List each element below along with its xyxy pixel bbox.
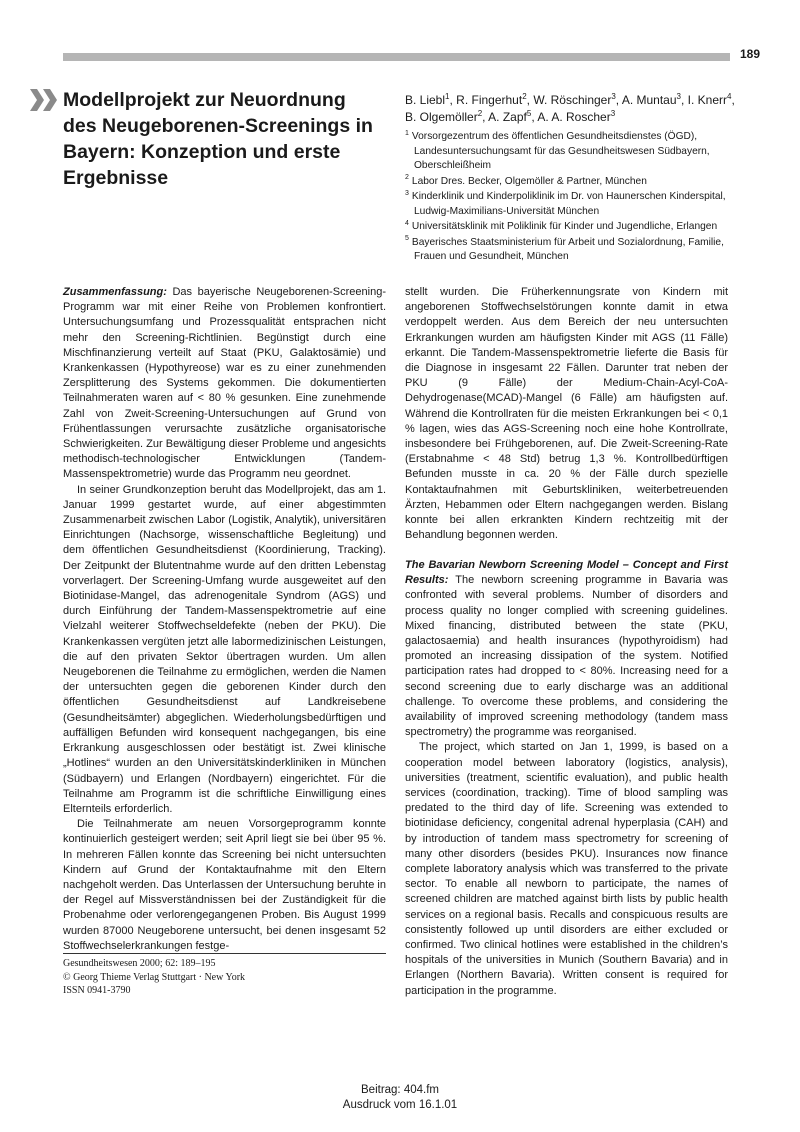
author-name: I. Knerr [687, 93, 727, 107]
author-name: A. Muntau [621, 93, 677, 107]
abstract-en-heading: The Bavarian Newborn Screening Model – Concept and First Results: [405, 559, 728, 587]
author-affiliation-marker: 3 [610, 109, 616, 118]
author-affiliation-marker: 4 [727, 92, 732, 101]
affiliation-number: 3 [405, 189, 409, 197]
author-name: W. Röschinger [533, 93, 612, 107]
print-file: Beitrag: 404.fm [361, 1084, 439, 1096]
double-chevron-icon [30, 88, 60, 116]
author-name: A. Zapf [488, 110, 527, 124]
author-name: R. Fingerhut [456, 93, 523, 107]
abstract-en-para1: The newborn screening programme in Bavaria was confronted with several problems. Number of disorders and process quality no longer complied with screening guidelines. Mixed financing, distributed between the state (PKU, galactosaemia) and health insurances (hypothyroidism) had promoted an increasing dissipation of the system. Notified participation rates had dropped to < 80%. Increasing need for a second screening due to early discharge was an additional challenge. To overcome these problems, and considering the availability of improved screening methodology (tandem mass spectrometry) the programme was reorganised. [405, 574, 728, 739]
print-info [0, 1083, 800, 1113]
author-affiliation-marker: 1 [445, 92, 450, 101]
abstract-de-heading: Zusammenfassung: [63, 286, 167, 298]
abstract-de-para2: In seiner Grundkonzeption beruht das Modellprojekt, das am 1. Januar 1999 gestartet wurde, auf einer abgestimmten Zusammenarbeit zwischen Labor (Logistik, Analytik), universitären Einrichtungen (Nachsorge, wissenschaftliche Begleitung) und dem öffentlichen Gesundheitsdienst (Koordinierung, Tracking). Der Zeitpunkt der Blutentnahme wurde auf den dritten Lebenstag vorverlagert. Der Screening-Umfang wurde ausgeweitet auf den Biotinidase-Mangel, das adrenogenitale Syndrom (AGS) und durch Einführung der Tandem-Massenspektrometrie auf eine Vielzahl weiterer Stoffwechseldefekte (neben der PKU). Die Krankenkassen vergüten jetzt alle labormedizinischen Leistungen, die auf den privaten Sektor übertragen wurden. Um allen Neugeborenen die Teilnahme zu ermöglichen, werden die Namen der untersuchten gegen die geborenen Kinder durch den öffentlichen Gesundheitsdienst auf Landkreisebene (Gesundheitsämter) abgeglichen. Wiederholungsbedürftigen und auffälligen Befunden wird konsequent nachgegangen, bis eine Erkrankung ausgeschlossen oder bestätigt ist. Zwei klinische „Hotlines“ wurden an den Universitätskinderkliniken in München (Südbayern) und Erlangen (Nordbayern) eingerichtet. Für die Teilnahme am Programm ist die schriftliche Einwilligung eines Elternteils erforderlich. [63, 483, 386, 815]
footer-rule [63, 953, 386, 954]
affiliation-text: Universitätsklinik mit Poliklinik für Kinder und Jugendliche, Erlangen [411, 221, 718, 232]
citation-footer [63, 957, 386, 998]
affiliation-text: Bayerisches Staatsministerium für Arbeit und Sozialordnung, Familie, Frauen und Gesundheit, München [411, 236, 724, 262]
affiliation-number: 2 [405, 174, 409, 182]
page-number: 189 [740, 47, 761, 61]
affiliation-item [405, 236, 745, 265]
author-block [405, 92, 745, 266]
affiliation-text: Kinderklinik und Kinderpoliklinik im Dr. von Haunerschen Kinderspital, Ludwig-Maximilians-Universität München [411, 191, 726, 217]
affiliation-list [405, 130, 745, 265]
author-name: B. Liebl [405, 93, 446, 107]
abstract-german-left [63, 285, 386, 954]
abstract-de-para1: Das bayerische Neugeborenen-Screening-Programm war mit einer Reihe von Problemen konfrontiert. Untersuchungsumfang und Prozessqualität entsprachen nicht mehr den Screening-Richtlinien. Begünstigt durch eine Mischfinanzierung verteilt auf Staat (PKU, Galaktosämie) und Krankenkassen (Hypothyreose) war es zu einer zunehmenden Zersplitterung des Systems gekommen. Die dokumentierten Teilnahmeraten waren auf < 80 % gesunken. Eine zunehmende Zahl von Zweit-Screening-Untersuchungen auf Grund von Frühentlassungen verursachte zusätzliche organisatorische Schwierigkeiten. Zur Bewältigung dieser Probleme und angesichts methodisch-technologischer Entwicklungen (Tandem-Massenspektrometrie) wurde das Programm neu geordnet. [63, 286, 386, 481]
abstract-de-para3-cont: stellt wurden. Die Früherkennungsrate von Kindern mit angeborenen Stoffwechselstörungen konnte damit in etwa verdoppelt werden. Aus dem Bereich der neu untersuchten Erkrankungen wurden am häufigsten Kinder mit AGS (11 Fälle) erkannt. Die Tandem-Massenspektrometrie lieferte die Basis für die Diagnose in insgesamt 22 Fällen. Darunter trat neben der PKU (9 Fälle) der Medium-Chain-Acyl-CoA-Dehydrogenase(MCAD)-Mangel (6 Fälle) am häufigsten auf. Während die Kontrollraten für die meisten Erkrankungen bei < 0,1 % lagen, wies das AGS-Screening noch eine hohe Kontrollrate, insbesondere bei Frühgeborenen, auf. Die Zweit-Screening-Rate (Erstabnahme < 48 Std) betrug 1,3 %. Kontrollbedürftigen Befunden musste in ca. 20 % der Fälle durch spezielle Kontaktaufnahmen mit Geburtskliniken, weiterbetreuenden Ärzten, Hebammen oder Eltern nachgegangen werden. Bislang konnte bei allen erkrankten Kindern rechtzeitig mit der Behandlung begonnen werden. [405, 286, 728, 542]
affiliation-number: 4 [405, 219, 409, 227]
affiliation-number: 1 [405, 129, 409, 137]
print-date: Ausdruck vom 16.1.01 [342, 1099, 458, 1111]
abstract-german-right [405, 285, 728, 543]
affiliation-item [405, 190, 745, 219]
author-affiliation-marker: 2 [477, 109, 483, 118]
affiliation-item [405, 130, 745, 174]
copyright-line: © Georg Thieme Verlag Stuttgart · New York [63, 971, 246, 983]
affiliation-item [405, 220, 745, 235]
article-title: Modellprojekt zur Neuordnung des Neugeborenen-Screenings in Bayern: Konzeption und erste Ergebnisse [63, 89, 373, 189]
author-affiliation-marker: 2 [522, 92, 527, 101]
header-rule [63, 53, 730, 61]
author-affiliation-marker: 3 [611, 92, 616, 101]
issn-line: ISSN 0941-3790 [63, 985, 131, 996]
author-name: B. Olgemöller [405, 110, 478, 124]
author-list: B. Liebl$^1$, R. Fingerhut$^2$, W. Röschinger$^3$, A. Muntau$^3$, I. Knerr$^4$, B. Olgemöller$^2$, A. Zapf$^5$, A. A. Roscher$^3$ [405, 92, 735, 124]
abstract-de-para3: Die Teilnahmerate am neuen Vorsorgeprogramm konnte kontinuierlich gesteigert werden; seit April liegt sie bei über 95 %. In mehreren Fällen konnte das Screening bei nicht untersuchten Kindern auf Grund der Kontaktaufnahme mit den Eltern nachgeholt werden. Das Unterlassen der Untersuchung beruhte in der Regel auf Missverständnissen bei der Zuständigkeit für die Probenahme oder verlorengegangenen Proben. Bis August 1999 wurden 87000 Neugeborene untersucht, bei denen insgesamt 52 Stoffwechselerkrankungen festge- [63, 818, 386, 952]
abstract-english [405, 558, 728, 999]
journal-citation: Gesundheitswesen 2000; 62: 189–195 [63, 958, 216, 969]
affiliation-text: Vorsorgezentrum des öffentlichen Gesundheitsdienstes (ÖGD), Landesuntersuchungsamt für das Gesundheitswesen Südbayern, Oberschleißheim [411, 131, 710, 171]
author-affiliation-marker: 3 [676, 92, 681, 101]
affiliation-text: Labor Dres. Becker, Olgemöller & Partner, München [411, 175, 647, 187]
author-name: A. A. Roscher [537, 110, 611, 124]
author-affiliation-marker: 5 [526, 109, 532, 118]
affiliation-number: 5 [405, 235, 409, 243]
abstract-en-para2: The project, which started on Jan 1, 1999, is based on a cooperation model between laboratory (logistics, analysis), universities (treatment, scientific evaluation), and public health services (coordination, tracking). Time of blood sampling was predated to the third day of life. Screening was extended to biotinidase deficiency, congenital adrenal hyperplasia (CAH) and by introduction of tandem mass spectrometry for screening of many other disorders (besides PKU). Insurances now finance complete laboratory analysis which was transferred to the private sector. To enable all newborn to participate, the names of screened children are matched against birth lists by public health services on a regional basis. Recalls and conspicuous results are consistently followed up until disorders are either excluded or confirmed. Two clinical hotlines were established in the children’s hospitals of the universities in Munich (Southern Bavaria) and in Erlangen (Northern Bavaria). Written consent is required for participation in the programme. [405, 741, 728, 997]
affiliation-item [405, 175, 745, 190]
